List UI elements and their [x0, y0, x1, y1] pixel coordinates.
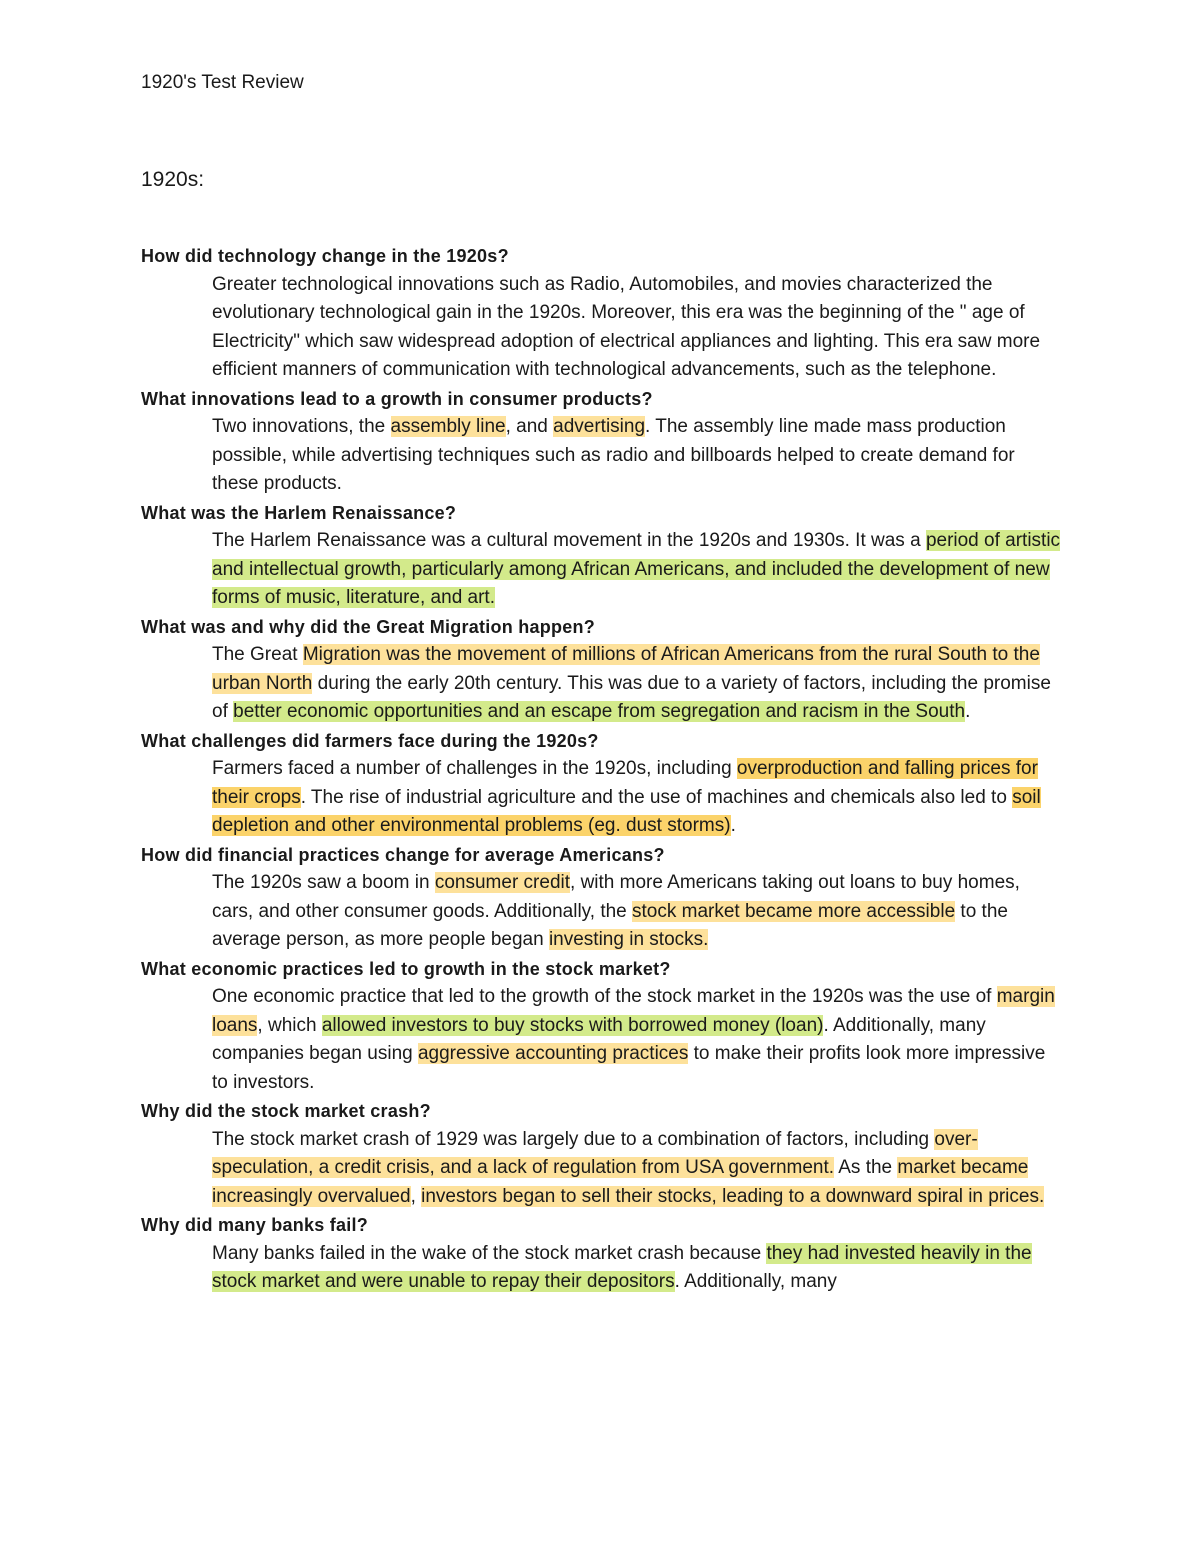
- answer-segment: Farmers faced a number of challenges in the 1920s, including: [212, 758, 737, 779]
- question-heading: Why did the stock market crash?: [141, 1101, 431, 1121]
- answer-segment: The Harlem Renaissance was a cultural movement in the 1920s and 1930s. It was a: [212, 530, 926, 551]
- highlighted-text: they had invested heavily in the stock market and were unable to repay their depositors: [212, 1242, 1032, 1292]
- question-heading: What economic practices led to growth in the stock market?: [141, 958, 671, 979]
- answer-segment: Two innovations, the: [212, 416, 391, 437]
- highlighted-text: market became increasingly overvalued: [212, 1157, 1029, 1207]
- highlighted-text: better economic opportunities and an escape from segregation and racism in the South: [233, 701, 966, 722]
- document-title: 1920's Test Review: [141, 72, 304, 93]
- highlighted-text: soil depletion and other environmental problems (eg. dust storms): [212, 786, 1041, 836]
- question-heading: What challenges did farmers face during the 1920s?: [141, 730, 599, 751]
- highlighted-text: margin loans: [212, 986, 1055, 1036]
- question-heading: What innovations lead to a growth in consumer products?: [141, 388, 653, 409]
- qa-list: [141, 242, 1081, 1297]
- highlighted-text: Migration was the movement of millions of African Americans from the rural South to the urban North: [212, 644, 1040, 694]
- answer-text: [141, 641, 1062, 727]
- highlighted-text: advertising: [553, 416, 646, 437]
- answer-segment: . Additionally, many: [674, 1271, 837, 1292]
- question-heading: What was the Harlem Renaissance?: [141, 502, 457, 523]
- answer-segment: One economic practice that led to the growth of the stock market in the 1920s was the use of: [212, 986, 997, 1007]
- answer-segment: . The assembly line made mass production possible, while advertising techniques such as radio and billboards helped to create demand for these products.: [212, 416, 1015, 494]
- highlighted-text: stock market became more accessible: [632, 900, 956, 922]
- question-heading: Why did many banks fail?: [141, 1215, 369, 1235]
- highlighted-text: period of artistic and intellectual growth, particularly among African Americans, and included the development of new forms of music, literature, and art.: [212, 530, 1061, 608]
- answer-text: [141, 1126, 1062, 1212]
- answer-segment: .: [730, 815, 736, 836]
- answer-segment: . Additionally, many companies began using: [212, 1014, 986, 1064]
- answer-segment: , with more Americans taking out loans to buy homes, cars, and other consumer goods. Additionally, the: [212, 872, 1020, 922]
- question-heading: How did technology change in the 1920s?: [141, 246, 509, 266]
- answer-text: [141, 983, 1062, 1097]
- question-heading: What was and why did the Great Migration happen?: [141, 616, 596, 637]
- answer-text: [141, 413, 1062, 499]
- answer-segment: to make their profits look more impressive to investors.: [212, 1043, 1046, 1093]
- highlighted-text: allowed investors to buy stocks with borrowed money (loan): [321, 1014, 824, 1036]
- answer-segment: to the average person, as more people began: [212, 900, 1008, 950]
- highlighted-text: investing in stocks.: [548, 929, 709, 950]
- answer-segment: The 1920s saw a boom in: [212, 872, 435, 893]
- answer-text: [141, 869, 1062, 955]
- answer-segment: during the early 20th century. This was due to a variety of factors, including the promise of: [212, 672, 1051, 722]
- highlighted-text: aggressive accounting practices: [417, 1043, 689, 1064]
- answer-text: [141, 1240, 1062, 1297]
- answer-segment: As the: [834, 1157, 898, 1178]
- answer-segment: ,: [410, 1185, 422, 1207]
- answer-segment: The Great: [212, 644, 303, 665]
- answer-segment: The stock market crash of 1929 was largely due to a combination of factors, including: [212, 1128, 935, 1150]
- answer-segment: Greater technological innovations such as Radio, Automobiles, and movies characterized the evolutionary technological gain in the 1920s. Moreover, this era was the beginning of the " age of Electricity" which saw widespread adoption of electrical appliances and lighting. This era saw more efficient manners of communication with technological advancements, such as the telephone.: [212, 273, 1041, 380]
- highlighted-text: overproduction and falling prices for their crops: [212, 758, 1038, 808]
- highlighted-text: over-speculation, a credit crisis, and a lack of regulation from USA government.: [212, 1128, 978, 1178]
- highlighted-text: consumer credit: [434, 872, 571, 893]
- answer-segment: Many banks failed in the wake of the stock market crash because: [212, 1242, 767, 1264]
- answer-text: [141, 527, 1062, 613]
- highlighted-text: assembly line: [390, 416, 506, 437]
- question-heading: How did financial practices change for average Americans?: [141, 844, 665, 865]
- answer-text: [141, 271, 1062, 385]
- answer-text: [141, 755, 1062, 841]
- highlighted-text: investors began to sell their stocks, leading to a downward spiral in prices.: [421, 1185, 1045, 1207]
- answer-segment: . The rise of industrial agriculture and the use of machines and chemicals also led to: [300, 786, 1013, 808]
- section-heading: 1920s:: [141, 168, 205, 191]
- answer-segment: , and: [505, 416, 554, 437]
- answer-segment: , which: [257, 1014, 322, 1036]
- answer-segment: .: [965, 701, 971, 722]
